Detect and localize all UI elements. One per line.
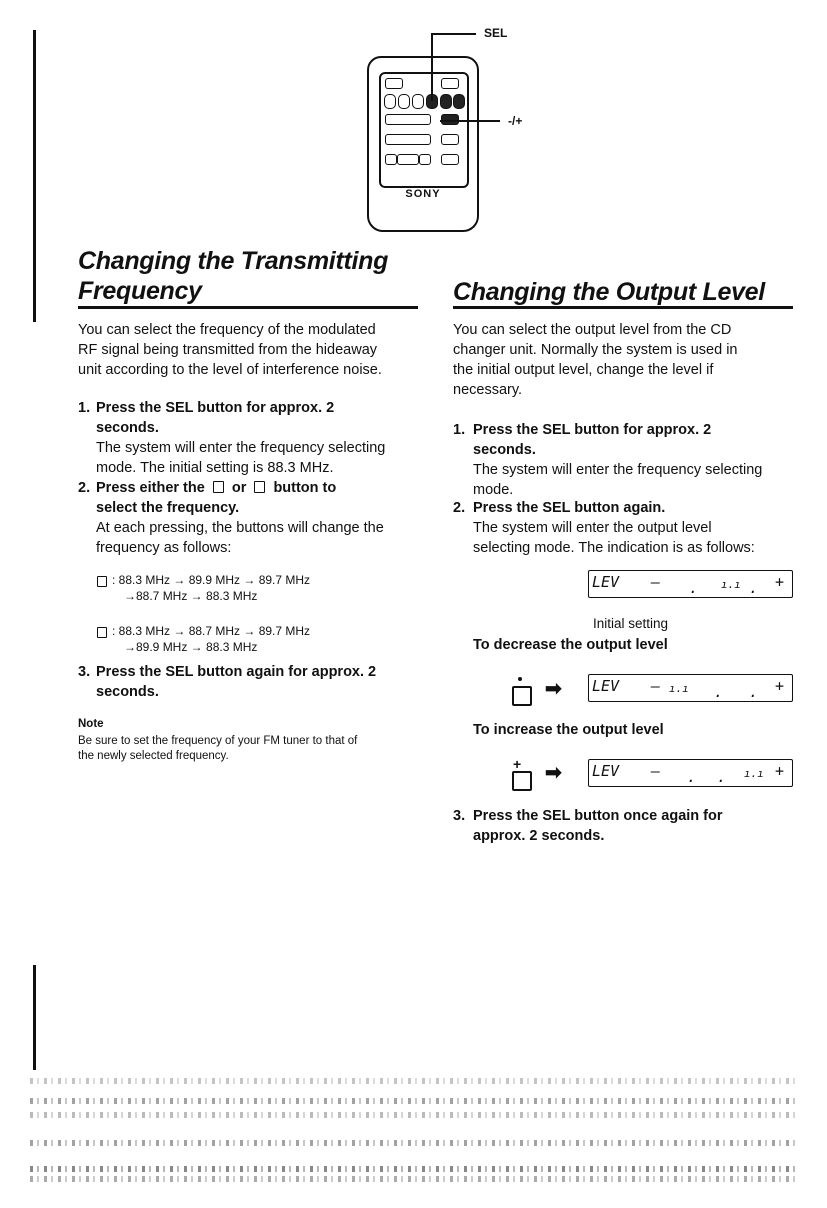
- frequency-sequence-minus: [112, 623, 310, 655]
- right-intro: [453, 320, 738, 400]
- minus-button-icon: [512, 686, 532, 706]
- step-number: 2.: [453, 500, 466, 516]
- lcd-display-decreased: [588, 674, 793, 702]
- right-step-3: [453, 806, 803, 846]
- sel-leader-line: [431, 33, 476, 35]
- preset-button-icon: [384, 94, 396, 109]
- right-step-2: [453, 498, 803, 558]
- step-instruction: Press the SEL button once again for: [473, 808, 723, 824]
- right-heading: Changing the Output Level: [453, 278, 765, 306]
- right-intro-line: changer unit. Normally the system is used in: [453, 342, 738, 358]
- step-description: The system will enter the frequency selecting: [96, 440, 386, 456]
- lcd-segments: .: [749, 579, 759, 597]
- lcd-segments: .: [717, 768, 727, 786]
- lcd-display-initial: [588, 570, 793, 598]
- lcd-segments: .: [689, 579, 699, 597]
- step-instruction: seconds.: [473, 442, 536, 458]
- plus-sign-icon: +: [513, 756, 522, 772]
- brand-logo: SONY: [405, 188, 441, 200]
- lcd-label: LEV: [592, 677, 620, 695]
- margin-bar-top: [33, 30, 36, 322]
- right-intro-line: necessary.: [453, 382, 523, 398]
- plus-button-icon: [453, 94, 465, 109]
- left-heading-rule: [78, 306, 418, 309]
- left-step-3: [78, 662, 423, 702]
- step-number: 3.: [453, 808, 466, 824]
- cd-button-icon: [441, 78, 459, 89]
- pm-leader-line: [440, 120, 500, 122]
- left-intro: [78, 320, 382, 380]
- lcd-level-marker: ı.ı: [721, 578, 741, 591]
- preset-button-icon: [398, 94, 410, 109]
- left-intro-line: unit according to the level of interference noise.: [78, 362, 382, 378]
- disc-button-icon: [397, 154, 419, 165]
- manual-button-icon: [385, 134, 431, 145]
- step-description: frequency as follows:: [96, 540, 232, 556]
- plus-button-icon: [97, 576, 107, 587]
- step-instruction: Press the SEL button for approx. 2: [473, 422, 712, 438]
- step-number: 3.: [78, 664, 91, 680]
- shuffle-button-icon: [441, 154, 459, 165]
- decrease-heading: To decrease the output level: [473, 637, 668, 653]
- step-instruction: Press the SEL button for approx. 2: [96, 400, 335, 416]
- remote-button-panel: [379, 72, 469, 188]
- step-description: mode. The initial setting is 88.3 MHz.: [96, 460, 334, 476]
- note-text: [78, 734, 357, 764]
- step-instruction: Press the SEL button again for approx. 2: [96, 664, 377, 680]
- scan-noise-band: [30, 1078, 797, 1084]
- initial-setting-caption: Initial setting: [593, 616, 669, 631]
- repeat-button-icon: [441, 134, 459, 145]
- note-heading: Note: [78, 718, 104, 730]
- left-step-2: [78, 478, 423, 558]
- preset-button-icon: [412, 94, 424, 109]
- plus-button-icon: [512, 771, 532, 791]
- lcd-segments: .: [749, 683, 759, 701]
- frequency-line: →88.7 MHz → 88.3 MHz: [124, 589, 258, 603]
- step-instruction: button to: [273, 480, 337, 496]
- frequency-line: →89.9 MHz → 88.3 MHz: [124, 640, 258, 654]
- left-heading-line2: Frequency: [78, 277, 202, 305]
- step-instruction: Press either the: [96, 480, 205, 496]
- minus-dot-icon: [518, 677, 522, 681]
- minus-button-icon: [254, 481, 265, 493]
- scan-noise-band: [30, 1112, 797, 1118]
- scan-noise-band: [30, 1176, 797, 1182]
- sel-leader-line: [431, 33, 433, 101]
- plus-button-icon: [213, 481, 224, 493]
- step-instruction: seconds.: [96, 420, 159, 436]
- lcd-segments: .: [687, 768, 697, 786]
- arrow-icon: ➡: [545, 762, 562, 784]
- scan-noise-band: [30, 1140, 797, 1146]
- lcd-level-marker: ı.ı: [669, 682, 689, 695]
- minus-button-icon: [440, 94, 452, 109]
- left-heading-line1: Changing the Transmitting: [78, 247, 389, 275]
- lcd-label: LEV: [592, 762, 620, 780]
- lcd-plus-mark: +: [775, 573, 785, 591]
- lcd-display-increased: [588, 759, 793, 787]
- left-heading: [78, 246, 388, 306]
- left-step-1: [78, 398, 423, 478]
- lcd-plus-mark: +: [775, 762, 785, 780]
- minus-button-icon: [97, 627, 107, 638]
- step-description: At each pressing, the buttons will change the: [96, 520, 384, 536]
- lcd-label: LEV: [592, 573, 620, 591]
- sel-callout: SEL: [484, 26, 508, 40]
- right-step-1: [453, 420, 803, 500]
- lcd-plus-mark: +: [775, 677, 785, 695]
- left-intro-line: RF signal being transmitted from the hideaway: [78, 342, 378, 358]
- lcd-segments: –: [651, 573, 661, 591]
- arrow-icon: ➡: [545, 678, 562, 700]
- right-heading-rule: [453, 306, 793, 309]
- plus-disc-button-icon: [419, 154, 431, 165]
- step-instruction: or: [231, 480, 247, 496]
- left-intro-line: You can select the frequency of the modulated: [78, 322, 376, 338]
- step-instruction: approx. 2 seconds.: [473, 828, 605, 844]
- margin-bar-bottom: [33, 965, 36, 1070]
- lcd-level-marker: ı.ı: [744, 767, 764, 780]
- minus-disc-button-icon: [385, 154, 397, 165]
- step-instruction: select the frequency.: [96, 500, 240, 516]
- off-button-icon: [385, 78, 403, 89]
- track-button-icon: [385, 114, 431, 125]
- scan-noise-band: [30, 1098, 797, 1104]
- step-number: 1.: [78, 400, 91, 416]
- right-intro-line: You can select the output level from the CD: [453, 322, 732, 338]
- frequency-sequence-plus: [112, 572, 310, 604]
- scan-noise-band: [30, 1166, 797, 1172]
- right-intro-line: the initial output level, change the level if: [453, 362, 714, 378]
- remote-control-illustration: [367, 56, 479, 232]
- step-description: The system will enter the frequency selecting: [473, 462, 763, 478]
- lcd-segments: .: [714, 683, 724, 701]
- step-instruction: Press the SEL button again.: [473, 500, 666, 516]
- step-description: The system will enter the output level: [473, 520, 712, 536]
- frequency-line: : 88.3 MHz → 89.9 MHz → 89.7 MHz: [112, 573, 311, 587]
- frequency-line: : 88.3 MHz → 88.7 MHz → 89.7 MHz: [112, 624, 311, 638]
- step-number: 1.: [453, 422, 466, 438]
- note-line: the newly selected frequency.: [78, 750, 229, 762]
- step-description: selecting mode. The indication is as follows:: [473, 540, 755, 556]
- step-instruction: seconds.: [96, 684, 159, 700]
- lcd-segments: –: [651, 677, 661, 695]
- note-line: Be sure to set the frequency of your FM tuner to that of: [78, 735, 358, 747]
- step-description: mode.: [473, 482, 514, 498]
- pm-callout: -/+: [508, 114, 523, 128]
- step-number: 2.: [78, 480, 91, 496]
- lcd-segments: –: [651, 762, 661, 780]
- increase-heading: To increase the output level: [473, 722, 664, 738]
